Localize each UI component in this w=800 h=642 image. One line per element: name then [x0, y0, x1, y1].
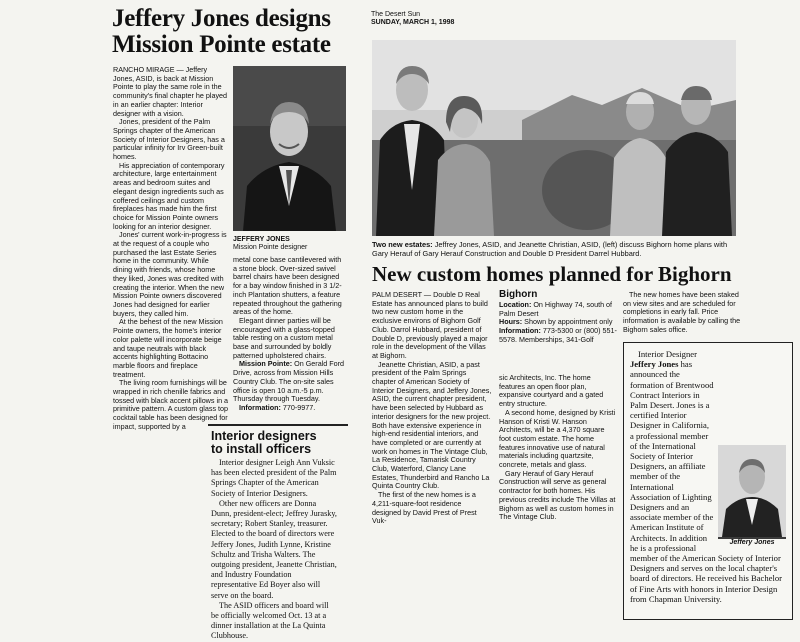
- caption-text: Jeffrey Jones, ASID, and Jeanette Christian, ASID, (left) discuss Bighorn home plans with Gary Herauf of Gary Herauf Construction and Double D President Darrel Hubbard.: [372, 240, 728, 258]
- value: Shown by appointment only: [524, 317, 613, 327]
- article3-headline: New custom homes planned for Bighorn: [372, 262, 732, 286]
- group-photo-caption: [372, 240, 736, 258]
- headline-line-2: to install officers: [211, 442, 312, 456]
- info-text: On Gerald Ford Drive, across from Mission Hills Country Club. The on-site sales office is open 10 a.m.-5 p.m. Thursday through Tuesday.: [233, 359, 345, 404]
- sidebar-title: Bighorn: [499, 289, 538, 300]
- info-phone-number: 770-9977.: [282, 402, 316, 412]
- caption-lead: Two new estates:: [372, 240, 433, 249]
- sidebar-information: [499, 327, 617, 344]
- paragraph: sic Architects, Inc. The home features an open floor plan, expansive courtyard and a gated entry structure.: [499, 373, 604, 409]
- info-label: Mission Pointe:: [239, 359, 293, 369]
- portrait-caption: [233, 236, 346, 252]
- article2-headline: [211, 430, 351, 456]
- paragraph: A second home, designed by Kristi Hanson of Kristi W. Hanson Architects, will be a 4,370 square foot custom estate. The home features innovative use of natural materials including quartzsite, concrete, metals and glass.: [499, 407, 616, 470]
- paragraph: PALM DESERT — Double D Real Estate has announced plans to build two new custom home in the exclusive environs of Bighorn Golf Club. Darrol Hubbard, president of Double D, previously played a major role in the development of the Villas at Bighorn.: [372, 290, 488, 360]
- value: On Highway 74, south of Palm Desert: [499, 300, 613, 318]
- designer-name: Jeffery Jones: [630, 359, 679, 370]
- paragraph: Other new officers are Donna Dunn, president-elect; Jeffrey Jurasky, secretary; Robert Stanley, treasurer. Elected to the board of directors were Jeffery Jones, Judith Lynne, Kristine Schultz and Trisha Walters. The outgoing president, Jeanette Christian, and Industry Foundation representative Ed Boyer also will serve on the board.: [211, 498, 337, 600]
- paragraph: The living room furnishings will be wrapped in rich chenille fabrics and tossed with black accent pillows in a primitive pattern. A custom glass top cocktail table has been designed for impact, supported by a: [113, 378, 229, 431]
- group-image: [372, 40, 736, 236]
- paragraph: Jeanette Christian, ASID, a past president of the Palm Springs chapter of American Society of Interior Designers, and Jeffery Jones, ASID, the current chapter president, have been selected by Hubbard as interior designers for the new project. Both have extensive experience in high-end residential interiors, and have completed or are currently at work on homes in The Vintage Club, La Residence, Tamarisk Country Club, Waterford, Clancy Lane Estates, Thunderbird and Rancho La Quinta Country Club.: [372, 359, 492, 491]
- paragraph: Gary Herauf of Gary Herauf Construction will serve as general contractor for both homes. His previous credits include The Villas at Bighorn as well as custom homes in The Vintage Club.: [499, 468, 616, 522]
- article3-column-1: [372, 290, 492, 526]
- headshot-image: [718, 445, 786, 537]
- paragraph: Jones, president of the Palm Springs chapter of the American Society of Interior Designers, has a particular infinity for Irv Green-built homes.: [113, 117, 225, 162]
- brentwood-announcement-box: [623, 342, 793, 620]
- paragraph: His appreciation of contemporary architecture, large entertainment areas and bedroom suites and elegant design ingredients such as coffered ceilings and custom fireplaces has made him the first choice for Mission Pointe owners looking for an interior designer.: [113, 160, 225, 231]
- bighorn-group-photo: [372, 40, 736, 236]
- body: has announced the formation of Brentwood Contract Interiors in Palm Desert. Jones is a certified Interior Designer in California, a professional member of the International Society of Interior Designers, an affiliate member of the International Association of Lighting Designers and an associate member of the American Institute of Architects. In addition he is a professional member of the American Society of Interior Designers and serves on the local chapter's board of directors. He received his Bachelor of Fine Arts with honors in Interior Design from Chapman University.: [630, 359, 782, 604]
- paragraph: At the behest of the new Mission Pointe owners, the home's interior color palette will incorporate beige and taupe neutrals with black accents highlighting Bottacino marble floors and fireplace treatment.: [113, 317, 223, 379]
- headline-line-1: Jeffery Jones designs: [112, 5, 331, 32]
- paragraph: Elegant dinner parties will be encouraged with a glass-topped table resting on a custom metal base and surrounded by boldly patterned upholstered chairs.: [233, 315, 335, 360]
- article1-column-2: [233, 255, 346, 412]
- label: Information:: [499, 326, 541, 336]
- article3-column-2: [499, 373, 617, 522]
- intro: Interior Designer: [638, 349, 697, 359]
- paragraph: RANCHO MIRAGE — Jeffery Jones, ASID, is back at Mission Pointe to play the same role in the community's final chapter he played in an earlier chapter: Interior designer with a vision.: [113, 65, 228, 118]
- article2-rule: [208, 424, 348, 426]
- paragraph: Interior designer Leigh Ann Vuksic has been elected president of the Palm Springs Chapter of the American Society of Interior Designers.: [211, 458, 337, 498]
- bighorn-info-box: [499, 289, 617, 345]
- announcement-photo: [718, 445, 786, 545]
- article1-headline: [112, 6, 352, 58]
- masthead: [371, 11, 571, 27]
- paragraph: Jones' current work-in-progress is at the request of a couple who purchased the last Estate Series home in the community. While dining with friends, whose home they liked, Jones was credited with creating the interior. When the new Mission Pointe owners discovered Jones had designed for earlier buyers, they called him.: [113, 230, 227, 318]
- paragraph: The ASID officers and board will be officially welcomed Oct. 13 at a dinner installation at the La Quinta Clubhouse.: [211, 600, 329, 641]
- headline-line-1: Interior designers: [211, 429, 317, 443]
- jeffery-jones-photo: [233, 66, 346, 231]
- article2-body: [211, 458, 337, 641]
- paper-name: The Desert Sun: [371, 11, 421, 18]
- caption-name: JEFFERY JONES: [233, 236, 290, 243]
- headline-line-2: Mission Pointe estate: [112, 31, 331, 58]
- info-paragraph: [233, 360, 346, 404]
- headshot-caption: Jeffery Jones: [718, 539, 786, 547]
- label: Location:: [499, 300, 532, 309]
- value: 773-5300 or (800) 551-5578. Memberships, 341-Golf: [499, 326, 617, 344]
- article1-column-1: [113, 66, 229, 434]
- article3-column-3: [623, 291, 741, 335]
- info-phone: [233, 404, 346, 413]
- label: Hours:: [499, 317, 523, 327]
- paragraph: The first of the new homes is a 4,211-square-foot residence designed by David Prest of Prest Vuk-: [372, 490, 477, 526]
- caption-title: Mission Pointe designer: [233, 244, 308, 251]
- paragraph: metal cone base cantilevered with a stone block. Over-sized swivel barrel chairs have been designed for a bay window finished in 3 1/2-inch Plantation shutters, a feature repeated throughout the gathering areas of the home.: [233, 255, 342, 317]
- paragraph: The new homes have been staked on view sites and are scheduled for completions in early fall. Price information is available by calling the Bighorn sales office.: [623, 290, 741, 334]
- portrait-image: [233, 66, 346, 231]
- issue-date: SUNDAY, MARCH 1, 1998: [371, 19, 455, 26]
- info-phone-label: Information:: [239, 402, 281, 412]
- announcement-text: [630, 349, 786, 615]
- sidebar-location: [499, 301, 617, 318]
